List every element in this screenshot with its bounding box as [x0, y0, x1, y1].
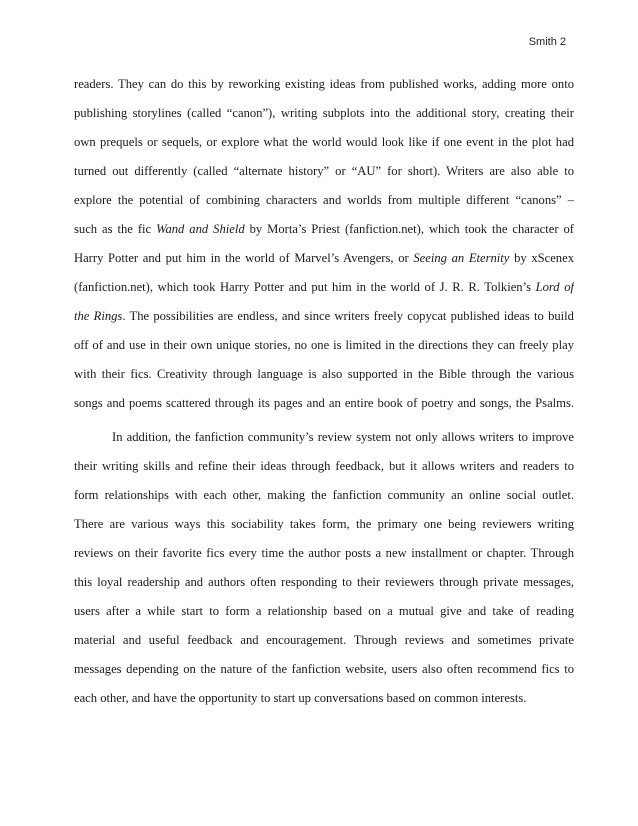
paragraph-2: [74, 423, 574, 713]
text-run: such as the fic: [74, 222, 157, 236]
text-line: songs and poems scattered through its pages and an entire book of poetry and songs, the Psalms.: [74, 396, 574, 410]
text-line: readers. They can do this by reworking existing ideas from published works, adding more onto: [74, 77, 574, 91]
work-title: Seeing an Eternity: [413, 251, 510, 265]
work-title: the Rings: [74, 309, 123, 323]
text-line: [74, 302, 574, 331]
text-line: [74, 244, 574, 273]
text-line: [74, 215, 574, 244]
work-title: Lord of: [535, 280, 574, 294]
text-line: with their fics. Creativity through language is also supported in the Bible through the various: [74, 367, 574, 381]
text-line: messages depending on the nature of the fanfiction website, users also often recommend fics to: [74, 662, 574, 676]
text-run: by xScenex: [509, 251, 574, 265]
text-line: form relationships with each other, making the fanfiction community an online social outlet.: [74, 488, 574, 502]
text-line: turned out differently (called “alternate history” or “AU” for short). Writers are also able to: [74, 164, 574, 178]
text-run: . The possibilities are endless, and since writers freely copycat published ideas to build: [122, 309, 574, 323]
text-line: own prequels or sequels, or explore what the world would look like if one event in the plot had: [74, 135, 574, 149]
page-header: [529, 36, 566, 48]
text-line: reviews on their favorite fics every time the author posts a new installment or chapter. Through: [74, 546, 574, 560]
text-line: this loyal readership and authors often responding to their reviewers through private messages,: [74, 575, 574, 589]
paragraph-1: [74, 70, 574, 418]
text-line: their writing skills and refine their ideas through feedback, but it allows writers and readers to: [74, 459, 574, 473]
text-line: publishing storylines (called “canon”), writing subplots into the additional story, creating their: [74, 106, 574, 120]
text-line: users after a while start to form a relationship based on a mutual give and take of reading: [74, 604, 574, 618]
document-body: [74, 70, 574, 713]
text-run: by Morta’s Priest (fanfiction.net), which took the character of: [244, 222, 574, 236]
work-title: Wand and Shield: [156, 222, 245, 236]
text-line: [74, 273, 574, 302]
text-line: off of and use in their own unique stories, no one is limited in the directions they can freely play: [74, 338, 574, 352]
text-run: Harry Potter and put him in the world of Marvel’s Avengers, or: [74, 251, 414, 265]
text-line: material and useful feedback and encouragement. Through reviews and sometimes private: [74, 633, 574, 647]
page-number-label: Smith 2: [528, 36, 566, 48]
text-line: explore the potential of combining characters and worlds from multiple different “canons” –: [74, 193, 574, 207]
text-line: each other, and have the opportunity to start up conversations based on common interests.: [74, 691, 527, 705]
text-line: There are various ways this sociability takes form, the primary one being reviewers writing: [74, 517, 574, 531]
text-run: (fanfiction.net), which took Harry Potter and put him in the world of J. R. R. Tolkien’s: [74, 280, 536, 294]
text-line: In addition, the fanfiction community’s review system not only allows writers to improve: [112, 430, 574, 444]
